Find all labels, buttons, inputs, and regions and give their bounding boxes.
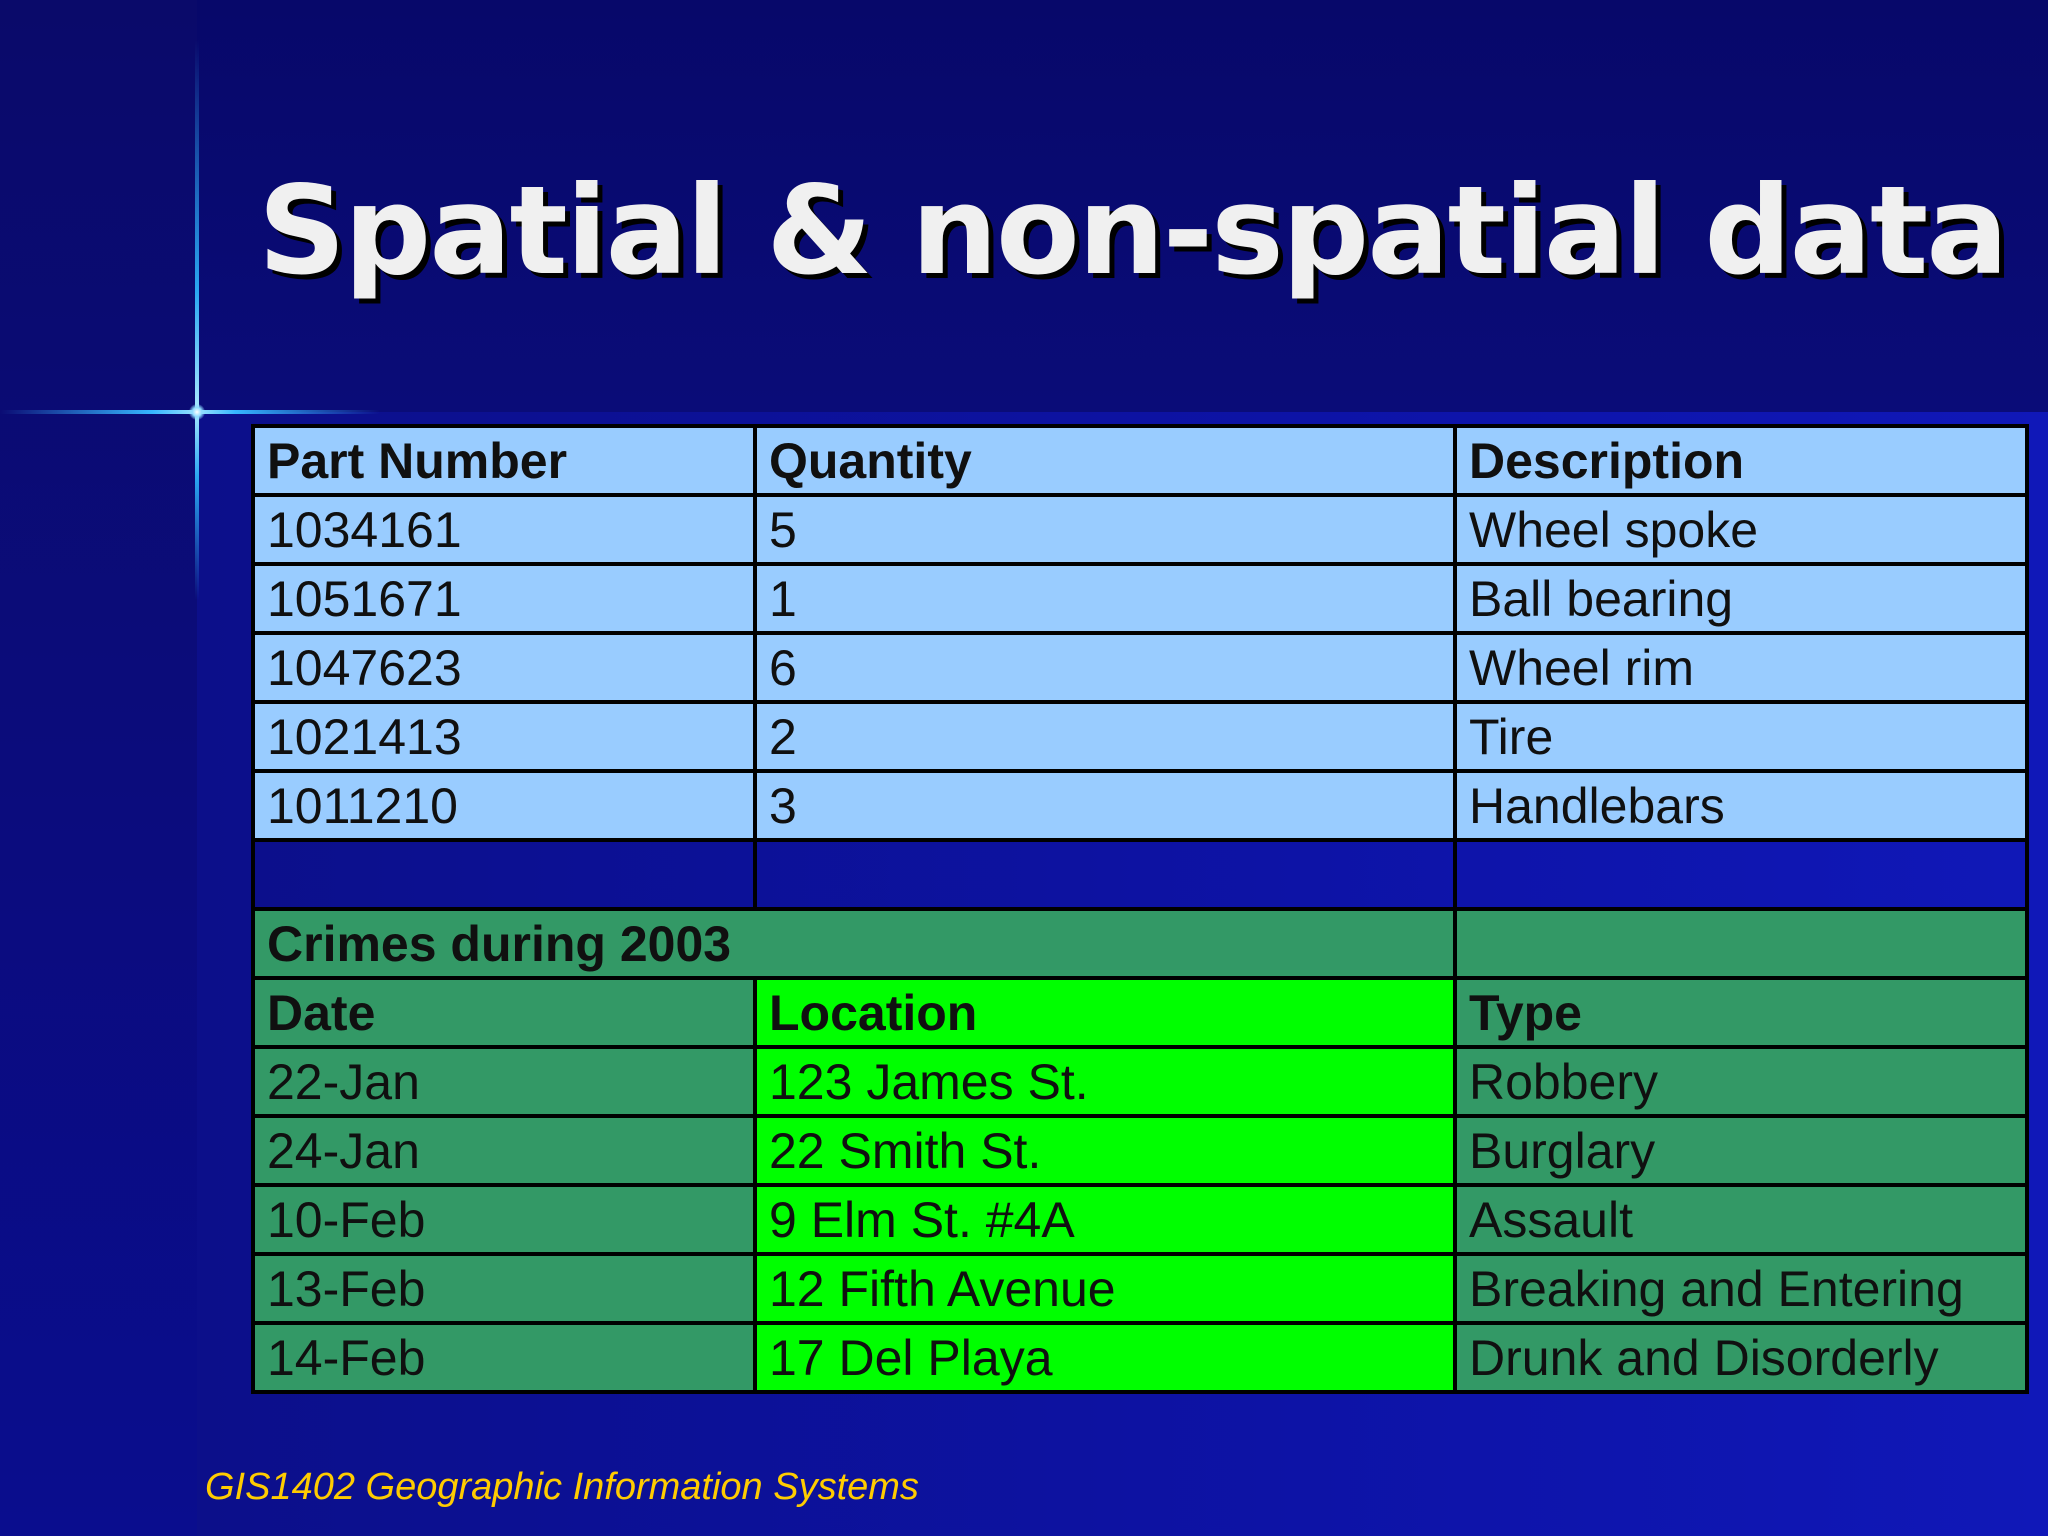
light-flare-center bbox=[189, 404, 205, 420]
cell-quantity: 2 bbox=[755, 702, 1455, 771]
cell-part-number: 1051671 bbox=[253, 564, 755, 633]
header-quantity: Quantity bbox=[755, 426, 1455, 495]
cell-location: 9 Elm St. #4A bbox=[755, 1185, 1455, 1254]
left-panel bbox=[0, 0, 197, 1536]
slide-title: Spatial & non-spatial data bbox=[258, 160, 2007, 302]
crimes-caption: Crimes during 2003 bbox=[253, 909, 1455, 978]
table-row bbox=[253, 1116, 2027, 1185]
header-part-number: Part Number bbox=[253, 426, 755, 495]
table-row bbox=[253, 1047, 2027, 1116]
cell-date: 10-Feb bbox=[253, 1185, 755, 1254]
data-table bbox=[251, 424, 2029, 1394]
light-flare-vertical bbox=[195, 40, 199, 600]
cell-part-number: 1021413 bbox=[253, 702, 755, 771]
cell-date: 22-Jan bbox=[253, 1047, 755, 1116]
footer-course-name: GIS1402 Geographic Information Systems bbox=[205, 1466, 919, 1508]
cell-quantity: 3 bbox=[755, 771, 1455, 840]
cell-type: Breaking and Entering bbox=[1455, 1254, 2027, 1323]
spacer-row bbox=[253, 840, 2027, 909]
cell-date: 24-Jan bbox=[253, 1116, 755, 1185]
table-row bbox=[253, 564, 2027, 633]
cell-description: Handlebars bbox=[1455, 771, 2027, 840]
cell-type: Burglary bbox=[1455, 1116, 2027, 1185]
cell-date: 14-Feb bbox=[253, 1323, 755, 1392]
header-location: Location bbox=[755, 978, 1455, 1047]
table-row bbox=[253, 495, 2027, 564]
cell-location: 123 James St. bbox=[755, 1047, 1455, 1116]
cell-part-number: 1034161 bbox=[253, 495, 755, 564]
header-type: Type bbox=[1455, 978, 2027, 1047]
crimes-caption-row bbox=[253, 909, 2027, 978]
cell-quantity: 5 bbox=[755, 495, 1455, 564]
table-row bbox=[253, 633, 2027, 702]
table-row bbox=[253, 1323, 2027, 1392]
cell-type: Drunk and Disorderly bbox=[1455, 1323, 2027, 1392]
crimes-header-row bbox=[253, 978, 2027, 1047]
table-row bbox=[253, 702, 2027, 771]
cell-quantity: 6 bbox=[755, 633, 1455, 702]
cell-part-number: 1047623 bbox=[253, 633, 755, 702]
cell-quantity: 1 bbox=[755, 564, 1455, 633]
cell-part-number: 1011210 bbox=[253, 771, 755, 840]
cell-location: 12 Fifth Avenue bbox=[755, 1254, 1455, 1323]
cell-date: 13-Feb bbox=[253, 1254, 755, 1323]
cell-description: Ball bearing bbox=[1455, 564, 2027, 633]
cell-description: Wheel rim bbox=[1455, 633, 2027, 702]
cell-description: Tire bbox=[1455, 702, 2027, 771]
table-row bbox=[253, 1185, 2027, 1254]
table-row bbox=[253, 1254, 2027, 1323]
parts-header-row bbox=[253, 426, 2027, 495]
cell-type: Assault bbox=[1455, 1185, 2027, 1254]
header-description: Description bbox=[1455, 426, 2027, 495]
cell-location: 22 Smith St. bbox=[755, 1116, 1455, 1185]
crimes-caption-empty bbox=[1455, 909, 2027, 978]
cell-description: Wheel spoke bbox=[1455, 495, 2027, 564]
header-date: Date bbox=[253, 978, 755, 1047]
table-row bbox=[253, 771, 2027, 840]
cell-location: 17 Del Playa bbox=[755, 1323, 1455, 1392]
cell-type: Robbery bbox=[1455, 1047, 2027, 1116]
